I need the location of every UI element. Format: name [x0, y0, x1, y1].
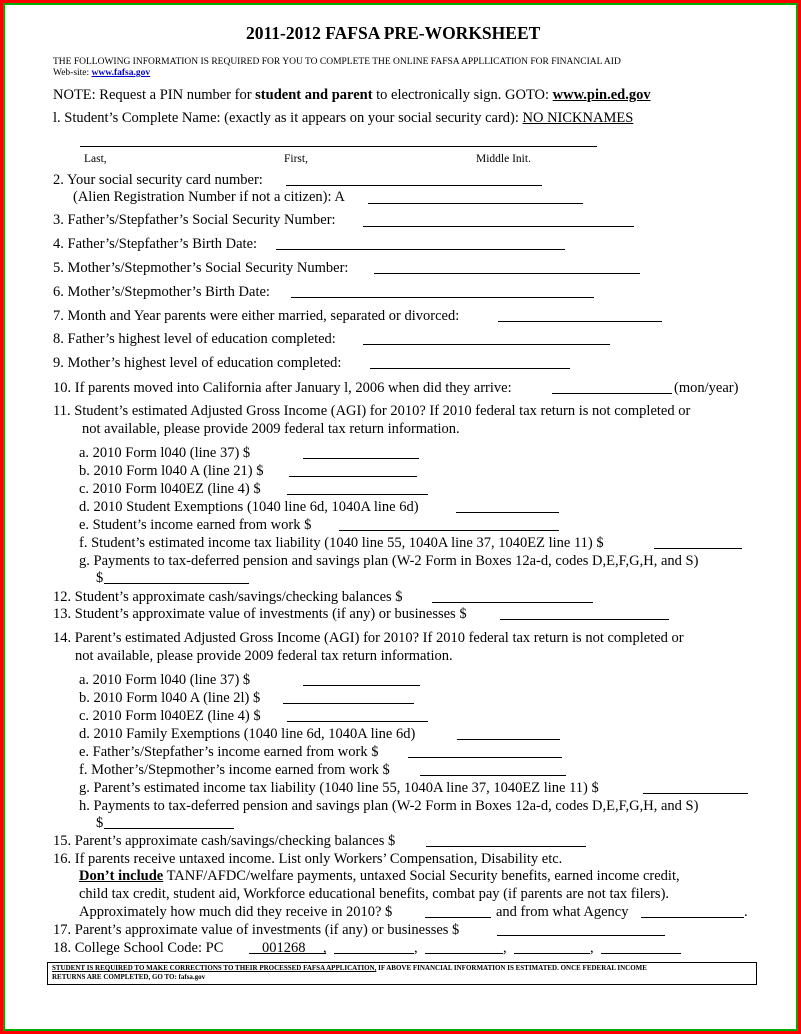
- q7-label: 7. Month and Year parents were either married, separated or divorced:: [53, 308, 460, 324]
- q11-label: 11. Student’s estimated Adjusted Gross Income (AGI) for 2010? If 2010 federal tax return is not completed or: [53, 403, 691, 419]
- q16-amount-label: Approximately how much did they receive in 2010? $: [79, 904, 393, 920]
- q4-label: 4. Father’s/Stepfather’s Birth Date:: [53, 236, 258, 252]
- q11e-label: e. Student’s income earned from work $: [79, 517, 312, 533]
- q2-label: 2. Your social security card number:: [53, 172, 263, 188]
- q16-dont-include: Don’t include: [79, 868, 164, 884]
- q10-suffix: (mon/year): [674, 380, 739, 396]
- q11g-line[interactable]: [104, 583, 249, 584]
- q1-middle-label: Middle Init.: [476, 153, 531, 165]
- footer-line2: RETURNS ARE COMPLETED, GO TO: fafsa.gov: [52, 973, 206, 981]
- q16-period: .: [744, 904, 748, 920]
- q14b-label: b. 2010 Form l040 A (line 2l) $: [79, 690, 261, 706]
- q12-line[interactable]: [432, 602, 593, 603]
- q16-line2: [79, 868, 680, 885]
- q3-label: 3. Father’s/Stepfather’s Social Security Number:: [53, 212, 336, 228]
- footer-underlined: STUDENT IS REQUIRED TO MAKE CORRECTIONS TO THEIR PROCESSED FAFSA APPLICATION,: [52, 964, 377, 972]
- q16-line3: child tax credit, student aid, Workforce educational benefits, combat pay (if parents are not tax filers).: [79, 886, 670, 902]
- q17-label: 17. Parent’s approximate value of investments (if any) or businesses $: [53, 922, 460, 938]
- q18-code: 001268: [262, 940, 306, 956]
- q18-sep-1: ,: [323, 940, 327, 956]
- q16-agency-line[interactable]: [641, 917, 744, 918]
- q18-code-line-5[interactable]: [601, 953, 681, 954]
- q18-sep-2: ,: [414, 940, 418, 956]
- q11d-label: d. 2010 Student Exemptions (1040 line 6d, 1040A line 6d): [79, 499, 419, 515]
- q11g-dollar: $: [96, 570, 104, 586]
- footer-box: [47, 962, 757, 985]
- q14g-label: g. Parent’s estimated income tax liability (1040 line 55, 1040A line 37, 1040EZ line 11) $: [79, 780, 599, 796]
- q8-answer-line[interactable]: [363, 344, 610, 345]
- q2-alien-line[interactable]: [368, 203, 583, 204]
- q14f-line[interactable]: [420, 775, 566, 776]
- q14d-label: d. 2010 Family Exemptions (1040 line 6d, 1040A line 6d): [79, 726, 416, 742]
- q14e-line[interactable]: [408, 757, 562, 758]
- q1-label: [53, 110, 633, 127]
- q14f-label: f. Mother’s/Stepmother’s income earned from work $: [79, 762, 390, 778]
- q14h-dollar: $: [96, 815, 104, 831]
- q16-rest: TANF/AFDC/welfare payments, untaxed Social Security benefits, earned income credit,: [163, 868, 680, 884]
- q11g-label: g. Payments to tax-deferred pension and savings plan (W-2 Form in Boxes 12a-d, codes D,E,F,G,H, and S): [79, 553, 699, 569]
- q14h-line[interactable]: [104, 828, 234, 829]
- q11a-label: a. 2010 Form l040 (line 37) $: [79, 445, 251, 461]
- q18-label: 18. College School Code: PC: [53, 940, 224, 956]
- q15-label: 15. Parent’s approximate cash/savings/checking balances $: [53, 833, 396, 849]
- q1-emph: NO NICKNAMES: [522, 110, 634, 126]
- q4-answer-line[interactable]: [276, 249, 565, 250]
- q9-answer-line[interactable]: [370, 368, 570, 369]
- q2-answer-line[interactable]: [286, 185, 542, 186]
- q18-code-line-4[interactable]: [514, 953, 590, 954]
- q18-code-line-3[interactable]: [425, 953, 503, 954]
- q15-line[interactable]: [426, 846, 586, 847]
- note-prefix: NOTE: Request a PIN number for: [53, 87, 256, 103]
- q12-label: 12. Student’s approximate cash/savings/checking balances $: [53, 589, 403, 605]
- q5-answer-line[interactable]: [374, 273, 640, 274]
- q17-line[interactable]: [497, 935, 665, 936]
- q14e-label: e. Father’s/Stepfather’s income earned from work $: [79, 744, 379, 760]
- q2-alien-label: (Alien Registration Number if not a citizen): A: [73, 189, 345, 205]
- q5-label: 5. Mother’s/Stepmother’s Social Security Number:: [53, 260, 349, 276]
- q6-answer-line[interactable]: [291, 297, 594, 298]
- note-mid: to electronically sign. GOTO:: [372, 87, 553, 103]
- q14a-line[interactable]: [303, 685, 420, 686]
- q1-last-label: Last,: [84, 153, 107, 165]
- q11e-line[interactable]: [339, 530, 559, 531]
- q14c-line[interactable]: [287, 721, 428, 722]
- document-title: 2011-2012 FAFSA PRE-WORKSHEET: [246, 23, 541, 43]
- q18-sep-3: ,: [503, 940, 507, 956]
- q13-line[interactable]: [500, 619, 669, 620]
- q16-label: 16. If parents receive untaxed income. List only Workers’ Compensation, Disability etc.: [53, 851, 563, 867]
- q6-label: 6. Mother’s/Stepmother’s Birth Date:: [53, 284, 270, 300]
- q14c-label: c. 2010 Form l040EZ (line 4) $: [79, 708, 261, 724]
- q16-agency-label: and from what Agency: [496, 904, 629, 920]
- q14h-label: h. Payments to tax-deferred pension and savings plan (W-2 Form in Boxes 12a-d, codes D,E,F,G,H, and S): [79, 798, 699, 814]
- q10-label: 10. If parents moved into California after January l, 2006 when did they arrive:: [53, 380, 512, 396]
- q11f-line[interactable]: [654, 548, 742, 549]
- q14b-line[interactable]: [283, 703, 414, 704]
- q11b-label: b. 2010 Form l040 A (line 21) $: [79, 463, 264, 479]
- q1-first-label: First,: [284, 153, 308, 165]
- q3-answer-line[interactable]: [363, 226, 634, 227]
- q14d-line[interactable]: [457, 739, 560, 740]
- q18-sep-4: ,: [590, 940, 594, 956]
- q14-label-cont: not available, please provide 2009 federal tax return information.: [75, 648, 453, 664]
- footer-text: [52, 964, 647, 982]
- q11-label-cont: not available, please provide 2009 federal tax return information.: [82, 421, 460, 437]
- q9-label: 9. Mother’s highest level of education completed:: [53, 355, 342, 371]
- q11d-line[interactable]: [456, 512, 559, 513]
- q13-label: 13. Student’s approximate value of investments (if any) or businesses $: [53, 606, 467, 622]
- note-bold: student and parent: [255, 87, 373, 103]
- q16-amount-line[interactable]: [425, 917, 491, 918]
- q14g-line[interactable]: [643, 793, 748, 794]
- q11c-label: c. 2010 Form l040EZ (line 4) $: [79, 481, 261, 497]
- q7-answer-line[interactable]: [498, 321, 662, 322]
- note-line: [53, 87, 651, 104]
- q11a-line[interactable]: [303, 458, 419, 459]
- q18-code-line-2[interactable]: [334, 953, 414, 954]
- website-line: [53, 68, 150, 79]
- q10-answer-line[interactable]: [552, 393, 672, 394]
- q1-name-line[interactable]: [80, 146, 597, 147]
- q14a-label: a. 2010 Form l040 (line 37) $: [79, 672, 251, 688]
- website-label: Web-site:: [53, 68, 90, 78]
- pin-link[interactable]: www.pin.ed.gov: [552, 87, 651, 103]
- footer-rest: IF ABOVE FINANCIAL INFORMATION IS ESTIMATED. ONCE FEDERAL INCOME: [376, 964, 647, 972]
- q11f-label: f. Student’s estimated income tax liability (1040 line 55, 1040A line 37, 1040EZ line 11) $: [79, 535, 604, 551]
- q1-text: l. Student’s Complete Name: (exactly as it appears on your social security card):: [53, 110, 523, 126]
- fafsa-link[interactable]: www.fafsa.gov: [91, 68, 151, 78]
- q14-label: 14. Parent’s estimated Adjusted Gross Income (AGI) for 2010? If 2010 federal tax return is not completed or: [53, 630, 684, 646]
- q8-label: 8. Father’s highest level of education completed:: [53, 331, 336, 347]
- intro-text: THE FOLLOWING INFORMATION IS REQUIRED FOR YOU TO COMPLETE THE ONLINE FAFSA APPLLICATION FOR FINANCIAL AID: [53, 57, 621, 67]
- q11b-line[interactable]: [289, 476, 417, 477]
- q11c-line[interactable]: [287, 494, 428, 495]
